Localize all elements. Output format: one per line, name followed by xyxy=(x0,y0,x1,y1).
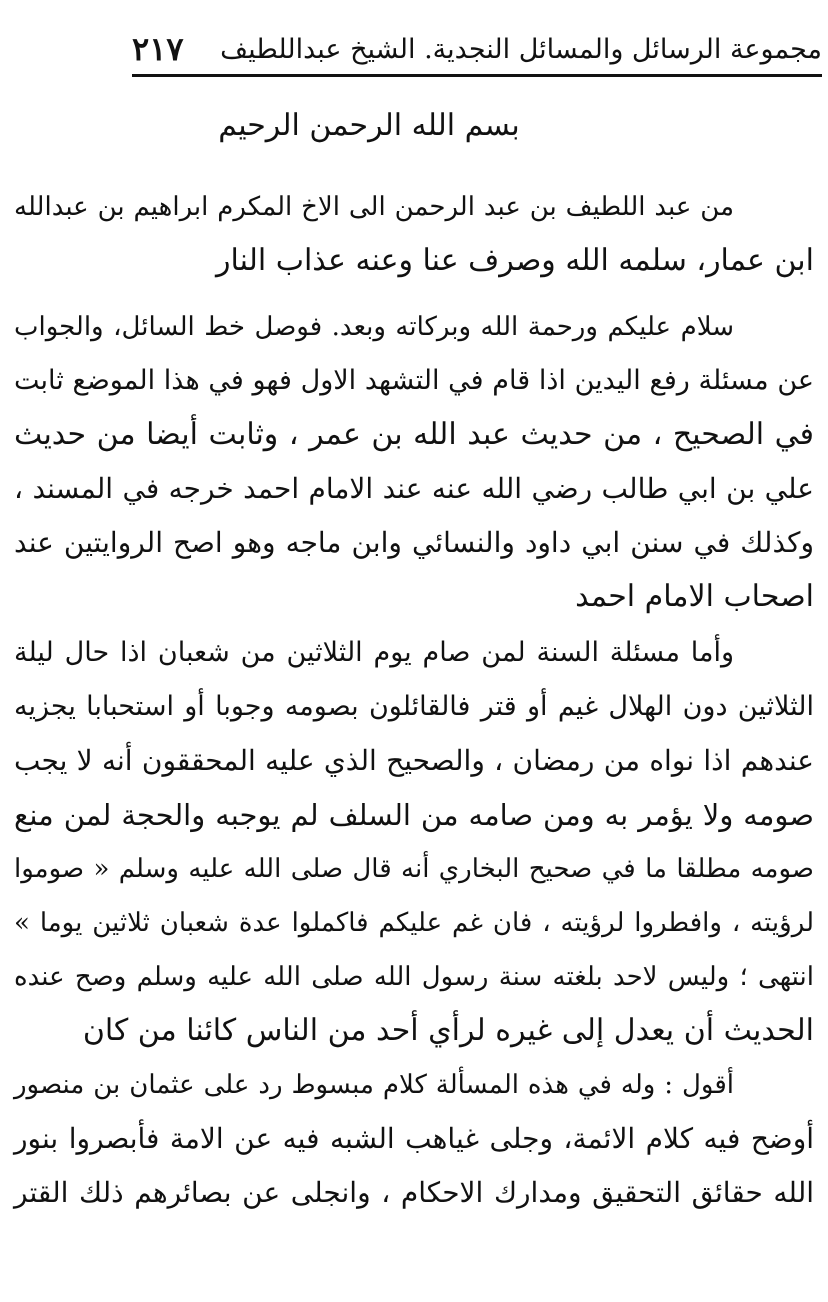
text-line: اصحاب الامام احمد xyxy=(575,579,814,614)
text-line: لرؤيته ، وافطروا لرؤيته ، فان غم عليكم فاكملوا عدة شعبان ثلاثين يوما » xyxy=(14,908,814,938)
address-line: من عبد اللطيف بن عبد الرحمن الى الاخ المكرم ابراهيم بن عبدالله xyxy=(14,192,734,222)
text-line: صومه مطلقا ما في صحيح البخاري أنه قال صلى الله عليه وسلم « صوموا xyxy=(14,854,814,884)
text-line: الثلاثين دون الهلال غيم أو قتر فالقائلون بصومه وجوبا أو استحبابا يجزيه xyxy=(14,691,814,722)
text-line: صومه ولا يؤمر به ومن صامه من السلف لم يوجبه والحجة لمن منع xyxy=(14,798,814,832)
text-line: سلام عليكم ورحمة الله وبركاته وبعد. فوصل خط السائل، والجواب xyxy=(14,312,734,342)
text-line: في الصحيح ، من حديث عبد الله بن عمر ، وثابت أيضا من حديث xyxy=(14,417,814,452)
text-line: أقول : وله في هذه المسألة كلام مبسوط رد على عثمان بن منصور xyxy=(14,1070,734,1100)
text-line: الله حقائق التحقيق ومدارك الاحكام ، وانجلى عن بصائرهم ذلك القتر xyxy=(14,1176,814,1209)
paragraph-commentary xyxy=(14,1058,814,1220)
text-line: عندهم اذا نواه من رمضان ، والصحيح الذي عليه المحققون أنه لا يجب xyxy=(14,744,814,777)
text-line: وكذلك في سنن ابي داود والنسائي وابن ماجه وهو اصح الروايتين عند xyxy=(14,526,814,559)
running-header xyxy=(132,30,822,70)
address-paragraph xyxy=(14,180,814,288)
text-line: الحديث أن يعدل إلى غيره لرأي أحد من الناس كائنا من كان xyxy=(82,1013,814,1048)
text-line: أوضح فيه كلام الائمة، وجلى غياهب الشبه فيه عن الامة فأبصروا بنور xyxy=(14,1122,814,1155)
paragraph-raising-hands xyxy=(14,300,814,624)
text-line: انتهى ؛ وليس لاحد بلغته سنة رسول الله صلى الله عليه وسلم وصح عنده xyxy=(14,962,814,992)
header-rule xyxy=(132,74,822,77)
address-line: ابن عمار، سلمه الله وصرف عنا وعنه عذاب النار xyxy=(216,243,814,278)
basmala: بسم الله الرحمن الرحيم xyxy=(218,108,520,143)
text-line: عن مسئلة رفع اليدين اذا قام في التشهد الاول فهو في هذا الموضع ثابت xyxy=(14,365,814,396)
running-header-title: مجموعة الرسائل والمسائل النجدية. الشيخ عبداللطيف xyxy=(220,34,822,65)
page-number: ٢١٧ xyxy=(132,30,184,68)
paragraph-fasting-day-of-doubt xyxy=(14,626,814,1058)
text-line: علي بن ابي طالب رضي الله عنه عند الامام احمد خرجه في المسند ، xyxy=(14,472,814,505)
text-line: وأما مسئلة السنة لمن صام يوم الثلاثين من شعبان اذا حال ليلة xyxy=(14,637,734,668)
